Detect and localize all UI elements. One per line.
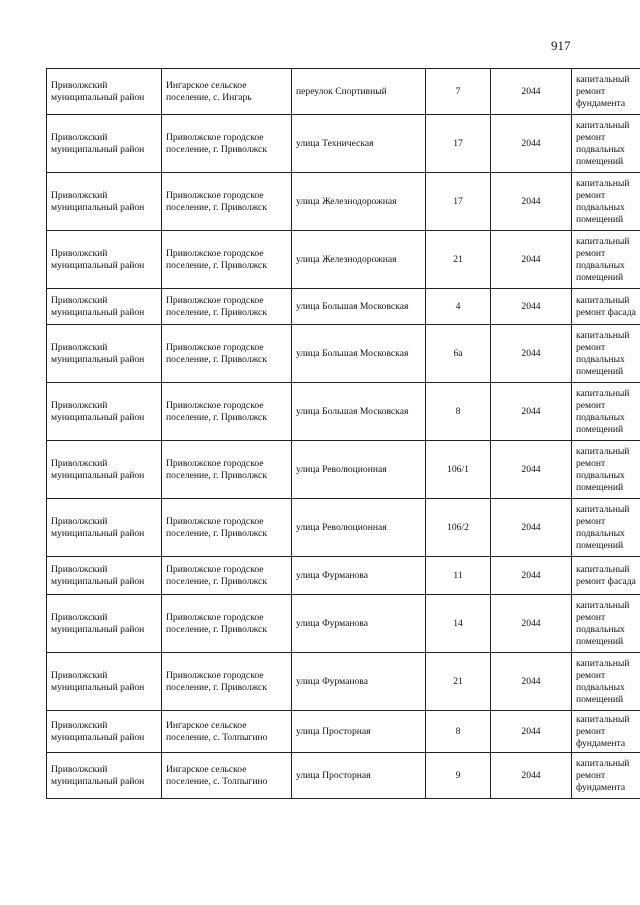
street-cell bbox=[292, 383, 426, 441]
table-row bbox=[47, 557, 640, 595]
settlement-cell-text: Приволжское городское поселение, г. Приволжск bbox=[166, 515, 267, 539]
house-number-cell bbox=[426, 653, 491, 711]
table-row bbox=[47, 595, 640, 653]
work-type-cell-text: капитальный ремонт подвальных помещений bbox=[576, 329, 630, 377]
work-type-cell bbox=[572, 69, 640, 115]
year-cell bbox=[491, 115, 572, 173]
house-number-cell-text: 6а bbox=[453, 347, 463, 359]
district-cell-text: Приволжский муниципальный район bbox=[51, 563, 145, 587]
repair-schedule-table bbox=[46, 68, 640, 799]
settlement-cell bbox=[162, 711, 292, 753]
settlement-cell-text: Приволжское городское поселение, г. Приволжск bbox=[166, 611, 267, 635]
work-type-cell bbox=[572, 557, 640, 595]
settlement-cell bbox=[162, 753, 292, 799]
table-row bbox=[47, 753, 640, 799]
year-cell bbox=[491, 289, 572, 325]
house-number-cell bbox=[426, 383, 491, 441]
house-number-cell bbox=[426, 753, 491, 799]
year-cell-text: 2044 bbox=[521, 463, 541, 475]
work-type-cell bbox=[572, 653, 640, 711]
table-body bbox=[47, 69, 640, 799]
year-cell bbox=[491, 325, 572, 383]
settlement-cell bbox=[162, 557, 292, 595]
street-cell bbox=[292, 441, 426, 499]
page-number: 917 bbox=[551, 38, 571, 53]
house-number-cell-text: 106/2 bbox=[447, 521, 469, 533]
work-type-cell bbox=[572, 115, 640, 173]
street-cell-text: улица Революционная bbox=[296, 463, 387, 475]
year-cell bbox=[491, 499, 572, 557]
house-number-cell-text: 14 bbox=[453, 617, 463, 629]
settlement-cell bbox=[162, 173, 292, 231]
street-cell-text: улица Большая Московская bbox=[296, 347, 409, 359]
district-cell-text: Приволжский муниципальный район bbox=[51, 515, 145, 539]
table-row bbox=[47, 69, 640, 115]
street-cell bbox=[292, 231, 426, 289]
district-cell bbox=[47, 289, 162, 325]
house-number-cell bbox=[426, 711, 491, 753]
street-cell bbox=[292, 325, 426, 383]
settlement-cell-text: Приволжское городское поселение, г. Приволжск bbox=[166, 457, 267, 481]
district-cell-text: Приволжский муниципальный район bbox=[51, 669, 145, 693]
work-type-cell bbox=[572, 173, 640, 231]
street-cell bbox=[292, 653, 426, 711]
house-number-cell-text: 17 bbox=[453, 195, 463, 207]
street-cell bbox=[292, 289, 426, 325]
settlement-cell-text: Приволжское городское поселение, г. Приволжск bbox=[166, 294, 267, 318]
work-type-cell-text: капитальный ремонт подвальных помещений bbox=[576, 599, 630, 647]
district-cell-text: Приволжский муниципальный район bbox=[51, 131, 145, 155]
settlement-cell-text: Приволжское городское поселение, г. Приволжск bbox=[166, 399, 267, 423]
year-cell bbox=[491, 653, 572, 711]
district-cell bbox=[47, 653, 162, 711]
settlement-cell-text: Ингарское сельское поселение, с. Толпыгино bbox=[166, 719, 268, 743]
year-cell-text: 2044 bbox=[521, 617, 541, 629]
year-cell-text: 2044 bbox=[521, 137, 541, 149]
street-cell bbox=[292, 69, 426, 115]
table-row bbox=[47, 711, 640, 753]
house-number-cell-text: 17 bbox=[453, 137, 463, 149]
year-cell bbox=[491, 557, 572, 595]
work-type-cell bbox=[572, 595, 640, 653]
work-type-cell bbox=[572, 499, 640, 557]
settlement-cell bbox=[162, 441, 292, 499]
settlement-cell-text: Приволжское городское поселение, г. Приволжск bbox=[166, 247, 267, 271]
work-type-cell-text: капитальный ремонт фасада bbox=[576, 563, 636, 587]
table-row bbox=[47, 173, 640, 231]
work-type-cell-text: капитальный ремонт подвальных помещений bbox=[576, 657, 630, 705]
settlement-cell-text: Приволжское городское поселение, г. Приволжск bbox=[166, 563, 267, 587]
year-cell bbox=[491, 231, 572, 289]
house-number-cell-text: 21 bbox=[453, 675, 463, 687]
year-cell-text: 2044 bbox=[521, 725, 541, 737]
district-cell bbox=[47, 173, 162, 231]
house-number-cell bbox=[426, 115, 491, 173]
settlement-cell-text: Ингарское сельское поселение, с. Ингарь bbox=[166, 79, 252, 103]
street-cell-text: улица Фурманова bbox=[296, 617, 368, 629]
settlement-cell bbox=[162, 115, 292, 173]
district-cell bbox=[47, 115, 162, 173]
street-cell bbox=[292, 711, 426, 753]
year-cell bbox=[491, 711, 572, 753]
district-cell-text: Приволжский муниципальный район bbox=[51, 763, 145, 787]
street-cell bbox=[292, 499, 426, 557]
table-row bbox=[47, 289, 640, 325]
district-cell bbox=[47, 383, 162, 441]
work-type-cell bbox=[572, 289, 640, 325]
district-cell bbox=[47, 557, 162, 595]
house-number-cell bbox=[426, 499, 491, 557]
house-number-cell-text: 8 bbox=[455, 405, 461, 417]
house-number-cell bbox=[426, 173, 491, 231]
settlement-cell-text: Приволжское городское поселение, г. Приволжск bbox=[166, 669, 267, 693]
settlement-cell bbox=[162, 325, 292, 383]
street-cell-text: улица Фурманова bbox=[296, 569, 368, 581]
district-cell bbox=[47, 69, 162, 115]
district-cell bbox=[47, 753, 162, 799]
district-cell bbox=[47, 595, 162, 653]
street-cell-text: улица Просторная bbox=[296, 725, 371, 737]
settlement-cell bbox=[162, 653, 292, 711]
year-cell bbox=[491, 753, 572, 799]
table-row bbox=[47, 499, 640, 557]
settlement-cell-text: Приволжское городское поселение, г. Приволжск bbox=[166, 189, 267, 213]
year-cell-text: 2044 bbox=[521, 85, 541, 97]
year-cell-text: 2044 bbox=[521, 521, 541, 533]
work-type-cell-text: капитальный ремонт подвальных помещений bbox=[576, 235, 630, 283]
settlement-cell bbox=[162, 383, 292, 441]
street-cell-text: улица Техническая bbox=[296, 137, 374, 149]
district-cell-text: Приволжский муниципальный район bbox=[51, 294, 145, 318]
street-cell-text: улица Большая Московская bbox=[296, 405, 409, 417]
work-type-cell-text: капитальный ремонт фундамента bbox=[576, 757, 630, 793]
district-cell bbox=[47, 441, 162, 499]
house-number-cell-text: 21 bbox=[453, 253, 463, 265]
year-cell-text: 2044 bbox=[521, 195, 541, 207]
house-number-cell bbox=[426, 289, 491, 325]
table-row bbox=[47, 653, 640, 711]
work-type-cell-text: капитальный ремонт подвальных помещений bbox=[576, 119, 630, 167]
work-type-cell-text: капитальный ремонт фасада bbox=[576, 294, 636, 318]
work-type-cell-text: капитальный ремонт фундамента bbox=[576, 713, 630, 749]
street-cell bbox=[292, 753, 426, 799]
year-cell-text: 2044 bbox=[521, 253, 541, 265]
year-cell-text: 2044 bbox=[521, 675, 541, 687]
work-type-cell-text: капитальный ремонт подвальных помещений bbox=[576, 177, 630, 225]
table-row bbox=[47, 383, 640, 441]
year-cell bbox=[491, 69, 572, 115]
street-cell-text: улица Железнодорожная bbox=[296, 253, 397, 265]
district-cell bbox=[47, 325, 162, 383]
year-cell-text: 2044 bbox=[521, 347, 541, 359]
work-type-cell-text: капитальный ремонт подвальных помещений bbox=[576, 503, 630, 551]
settlement-cell bbox=[162, 69, 292, 115]
work-type-cell bbox=[572, 325, 640, 383]
street-cell-text: переулок Спортивный bbox=[296, 85, 387, 97]
house-number-cell bbox=[426, 557, 491, 595]
work-type-cell bbox=[572, 753, 640, 799]
street-cell bbox=[292, 595, 426, 653]
district-cell bbox=[47, 499, 162, 557]
house-number-cell bbox=[426, 325, 491, 383]
district-cell-text: Приволжский муниципальный район bbox=[51, 189, 145, 213]
work-type-cell bbox=[572, 441, 640, 499]
district-cell bbox=[47, 711, 162, 753]
street-cell-text: улица Просторная bbox=[296, 769, 371, 781]
street-cell bbox=[292, 557, 426, 595]
district-cell-text: Приволжский муниципальный район bbox=[51, 341, 145, 365]
street-cell bbox=[292, 115, 426, 173]
house-number-cell bbox=[426, 69, 491, 115]
house-number-cell bbox=[426, 441, 491, 499]
work-type-cell bbox=[572, 231, 640, 289]
district-cell-text: Приволжский муниципальный район bbox=[51, 399, 145, 423]
house-number-cell-text: 7 bbox=[455, 85, 461, 97]
house-number-cell bbox=[426, 595, 491, 653]
house-number-cell bbox=[426, 231, 491, 289]
district-cell bbox=[47, 231, 162, 289]
district-cell-text: Приволжский муниципальный район bbox=[51, 611, 145, 635]
table-row bbox=[47, 115, 640, 173]
work-type-cell-text: капитальный ремонт подвальных помещений bbox=[576, 445, 630, 493]
settlement-cell bbox=[162, 289, 292, 325]
year-cell-text: 2044 bbox=[521, 769, 541, 781]
settlement-cell-text: Приволжское городское поселение, г. Приволжск bbox=[166, 341, 267, 365]
settlement-cell bbox=[162, 499, 292, 557]
work-type-cell bbox=[572, 383, 640, 441]
table-row bbox=[47, 325, 640, 383]
street-cell-text: улица Революционная bbox=[296, 521, 387, 533]
year-cell-text: 2044 bbox=[521, 405, 541, 417]
year-cell bbox=[491, 173, 572, 231]
work-type-cell-text: капитальный ремонт фундамента bbox=[576, 73, 630, 109]
year-cell bbox=[491, 383, 572, 441]
street-cell-text: улица Железнодорожная bbox=[296, 195, 397, 207]
street-cell-text: улица Фурманова bbox=[296, 675, 368, 687]
work-type-cell-text: капитальный ремонт подвальных помещений bbox=[576, 387, 630, 435]
house-number-cell-text: 11 bbox=[453, 569, 463, 581]
district-cell-text: Приволжский муниципальный район bbox=[51, 457, 145, 481]
district-cell-text: Приволжский муниципальный район bbox=[51, 719, 145, 743]
year-cell bbox=[491, 441, 572, 499]
year-cell-text: 2044 bbox=[521, 569, 541, 581]
settlement-cell bbox=[162, 595, 292, 653]
table-row bbox=[47, 231, 640, 289]
house-number-cell-text: 106/1 bbox=[447, 463, 469, 475]
work-type-cell bbox=[572, 711, 640, 753]
year-cell-text: 2044 bbox=[521, 300, 541, 312]
street-cell-text: улица Большая Московская bbox=[296, 300, 409, 312]
house-number-cell-text: 4 bbox=[455, 300, 461, 312]
house-number-cell-text: 8 bbox=[455, 725, 461, 737]
settlement-cell bbox=[162, 231, 292, 289]
street-cell bbox=[292, 173, 426, 231]
district-cell-text: Приволжский муниципальный район bbox=[51, 79, 145, 103]
year-cell bbox=[491, 595, 572, 653]
settlement-cell-text: Приволжское городское поселение, г. Приволжск bbox=[166, 131, 267, 155]
table-row bbox=[47, 441, 640, 499]
house-number-cell-text: 9 bbox=[455, 769, 461, 781]
settlement-cell-text: Ингарское сельское поселение, с. Толпыгино bbox=[166, 763, 268, 787]
district-cell-text: Приволжский муниципальный район bbox=[51, 247, 145, 271]
